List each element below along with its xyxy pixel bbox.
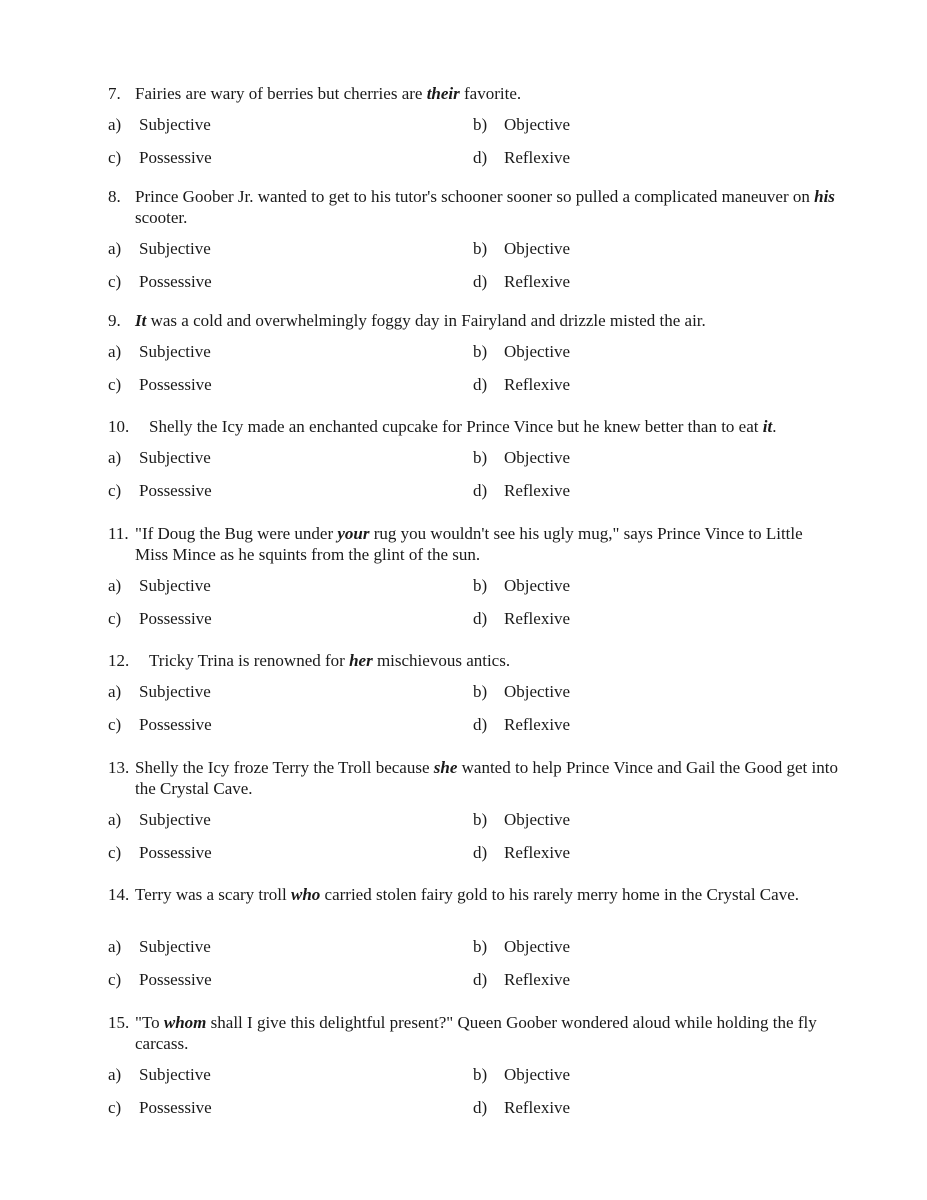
question-text (149, 416, 838, 437)
option-label: Possessive (139, 1098, 212, 1117)
question-text-before: Shelly the Icy made an enchanted cupcake for Prince Vince but he knew better than to eat (149, 417, 763, 436)
answer-option-b[interactable] (473, 681, 570, 702)
option-label: Subjective (139, 239, 211, 258)
question-11 (108, 523, 838, 565)
option-label: Subjective (139, 937, 211, 956)
option-letter: d) (473, 970, 488, 989)
question-text-after: rug you wouldn't see his ugly mug," says Prince Vince to Little Miss Mince as he squints from the glint of the sun. (135, 524, 803, 564)
answer-option-b[interactable] (473, 114, 570, 135)
answer-option-a[interactable] (108, 238, 211, 259)
answer-option-a[interactable] (108, 936, 211, 957)
question-text-before: Tricky Trina is renowned for (149, 651, 350, 670)
option-label: Possessive (139, 272, 212, 291)
option-letter: b) (473, 682, 488, 701)
answer-option-d[interactable] (473, 842, 570, 863)
answer-option-d[interactable] (473, 374, 570, 395)
option-letter: c) (108, 148, 122, 167)
option-label: Subjective (139, 448, 211, 467)
question-9 (108, 310, 838, 331)
option-letter: c) (108, 609, 122, 628)
answer-option-d[interactable] (473, 271, 570, 292)
question-number: 14. (108, 885, 130, 904)
option-letter: c) (108, 375, 122, 394)
option-label: Objective (504, 576, 571, 595)
answer-option-a[interactable] (108, 447, 211, 468)
question-text (135, 83, 838, 104)
answer-option-d[interactable] (473, 480, 570, 501)
option-letter: b) (473, 576, 488, 595)
option-label: Subjective (139, 115, 211, 134)
option-label: Possessive (139, 481, 212, 500)
option-letter: b) (473, 937, 488, 956)
question-13 (108, 757, 838, 799)
answer-option-c[interactable] (108, 480, 212, 501)
option-label: Reflexive (504, 970, 571, 989)
target-pronoun: her (349, 651, 373, 670)
question-text (135, 310, 838, 331)
answer-option-c[interactable] (108, 374, 212, 395)
answer-option-c[interactable] (108, 608, 212, 629)
question-text-after: carried stolen fairy gold to his rarely merry home in the Crystal Cave. (320, 885, 799, 904)
question-text-after: favorite. (459, 84, 522, 103)
answer-option-b[interactable] (473, 809, 570, 830)
question-number: 9. (108, 311, 121, 330)
target-pronoun: it (762, 417, 773, 436)
answer-option-a[interactable] (108, 575, 211, 596)
answer-option-c[interactable] (108, 271, 212, 292)
target-pronoun: It (135, 311, 147, 330)
question-text-after: . (772, 417, 777, 436)
question-text (135, 186, 838, 228)
option-label: Reflexive (504, 609, 571, 628)
option-label: Reflexive (504, 481, 571, 500)
option-label: Reflexive (504, 715, 571, 734)
question-text (135, 523, 838, 565)
option-letter: b) (473, 115, 488, 134)
question-7 (108, 83, 838, 104)
option-label: Reflexive (504, 843, 571, 862)
option-label: Subjective (139, 682, 211, 701)
question-10 (108, 416, 838, 437)
option-letter: d) (473, 375, 488, 394)
option-letter: d) (473, 481, 488, 500)
option-label: Objective (504, 937, 571, 956)
option-label: Possessive (139, 375, 212, 394)
target-pronoun: she (433, 758, 458, 777)
option-letter: b) (473, 1065, 488, 1084)
option-label: Possessive (139, 970, 212, 989)
answer-option-b[interactable] (473, 447, 570, 468)
question-number: 12. (108, 651, 130, 670)
question-12 (108, 650, 838, 671)
question-text-before: Shelly the Icy froze Terry the Troll because (135, 758, 434, 777)
option-label: Objective (504, 448, 571, 467)
target-pronoun: who (291, 885, 321, 904)
option-label: Objective (504, 115, 571, 134)
question-text-after: shall I give this delightful present?" Queen Goober wondered aloud while holding the fly carcass. (135, 1013, 817, 1053)
question-text-after: scooter. (135, 208, 188, 227)
answer-option-b[interactable] (473, 1064, 570, 1085)
option-letter: c) (108, 1098, 122, 1117)
option-letter: d) (473, 272, 488, 291)
answer-option-c[interactable] (108, 1097, 212, 1118)
option-label: Objective (504, 342, 571, 361)
option-label: Possessive (139, 148, 212, 167)
option-letter: d) (473, 843, 488, 862)
target-pronoun: their (426, 84, 460, 103)
question-text-before: "If Doug the Bug were under (135, 524, 338, 543)
option-label: Subjective (139, 342, 211, 361)
option-letter: a) (108, 576, 122, 595)
question-text-before: Prince Goober Jr. wanted to get to his tutor's schooner sooner so pulled a complicated maneuver on (135, 187, 815, 206)
question-text-after: wanted to help Prince Vince and Gail the Good get into the Crystal Cave. (135, 758, 838, 798)
answer-option-d[interactable] (473, 969, 570, 990)
answer-option-d[interactable] (473, 714, 570, 735)
option-label: Reflexive (504, 272, 571, 291)
option-label: Reflexive (504, 1098, 571, 1117)
option-label: Subjective (139, 1065, 211, 1084)
question-text (135, 884, 838, 905)
option-letter: b) (473, 239, 488, 258)
target-pronoun: whom (163, 1013, 207, 1032)
option-letter: d) (473, 715, 488, 734)
option-label: Objective (504, 1065, 571, 1084)
answer-option-a[interactable] (108, 1064, 211, 1085)
answer-option-b[interactable] (473, 238, 570, 259)
option-letter: b) (473, 810, 488, 829)
option-letter: a) (108, 810, 122, 829)
option-letter: d) (473, 1098, 488, 1117)
question-text-after: was a cold and overwhelmingly foggy day in Fairyland and drizzle misted the air. (146, 311, 706, 330)
answer-option-a[interactable] (108, 809, 211, 830)
option-letter: a) (108, 937, 122, 956)
answer-option-d[interactable] (473, 1097, 570, 1118)
question-14 (108, 884, 838, 905)
question-text-before: Fairies are wary of berries but cherries are (135, 84, 427, 103)
option-letter: a) (108, 342, 122, 361)
option-letter: c) (108, 715, 122, 734)
question-15 (108, 1012, 838, 1054)
answer-option-c[interactable] (108, 969, 212, 990)
option-letter: d) (473, 148, 488, 167)
option-letter: a) (108, 448, 122, 467)
option-label: Objective (504, 810, 571, 829)
option-label: Possessive (139, 715, 212, 734)
question-number: 13. (108, 758, 130, 777)
option-letter: c) (108, 843, 122, 862)
answer-option-d[interactable] (473, 147, 570, 168)
option-label: Objective (504, 682, 571, 701)
question-number: 7. (108, 84, 121, 103)
target-pronoun: your (337, 524, 370, 543)
answer-option-d[interactable] (473, 608, 570, 629)
question-text (135, 757, 838, 799)
question-number: 8. (108, 187, 121, 206)
option-letter: c) (108, 272, 122, 291)
answer-option-b[interactable] (473, 341, 570, 362)
question-8 (108, 186, 838, 228)
option-letter: d) (473, 609, 488, 628)
option-label: Possessive (139, 609, 212, 628)
option-letter: c) (108, 481, 122, 500)
answer-option-c[interactable] (108, 714, 212, 735)
option-label: Subjective (139, 810, 211, 829)
answer-option-b[interactable] (473, 575, 570, 596)
option-label: Subjective (139, 576, 211, 595)
answer-option-a[interactable] (108, 681, 211, 702)
question-text (135, 1012, 838, 1054)
option-letter: a) (108, 239, 122, 258)
question-text-before: "To (135, 1013, 164, 1032)
option-letter: a) (108, 1065, 122, 1084)
question-number: 10. (108, 417, 130, 436)
question-text (149, 650, 838, 671)
option-letter: a) (108, 115, 122, 134)
option-letter: b) (473, 342, 488, 361)
option-label: Reflexive (504, 148, 571, 167)
question-number: 15. (108, 1013, 130, 1032)
option-letter: a) (108, 682, 122, 701)
answer-option-c[interactable] (108, 842, 212, 863)
question-text-after: mischievous antics. (372, 651, 511, 670)
option-label: Possessive (139, 843, 212, 862)
option-letter: c) (108, 970, 122, 989)
option-label: Reflexive (504, 375, 571, 394)
option-label: Objective (504, 239, 571, 258)
answer-option-a[interactable] (108, 341, 211, 362)
question-number: 11. (108, 524, 129, 543)
answer-option-a[interactable] (108, 114, 211, 135)
target-pronoun: his (814, 187, 835, 206)
answer-option-b[interactable] (473, 936, 570, 957)
option-letter: b) (473, 448, 488, 467)
answer-option-c[interactable] (108, 147, 212, 168)
question-text-before: Terry was a scary troll (135, 885, 291, 904)
